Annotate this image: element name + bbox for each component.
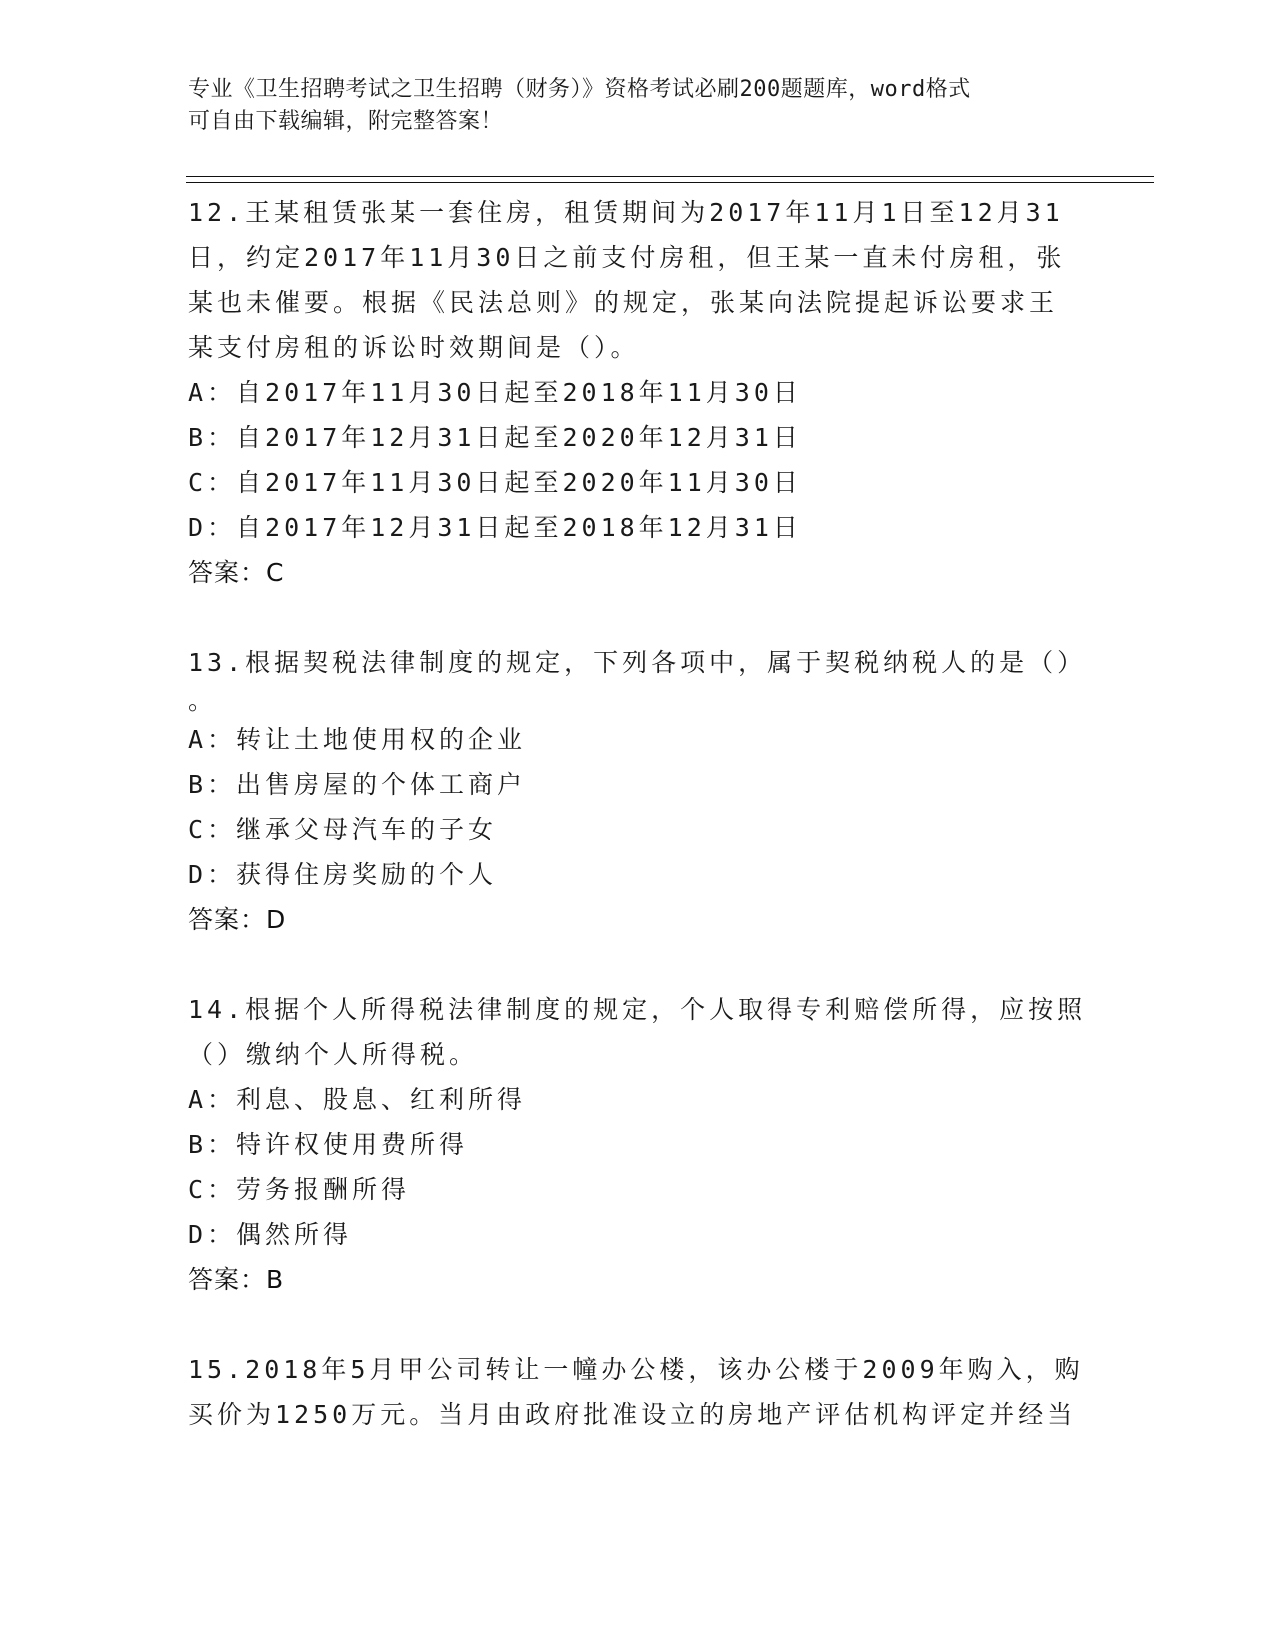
option-a: A：转让土地使用权的企业 <box>188 725 527 754</box>
document-header <box>188 74 1068 138</box>
answer-label: 答案：B <box>188 1265 285 1294</box>
option-b: B：特许权使用费所得 <box>188 1130 469 1159</box>
question-stem-line: 某支付房租的诉讼时效期间是（）。 <box>188 333 640 362</box>
question-list <box>188 190 1088 1437</box>
option-c: C：继承父母汽车的子女 <box>188 815 498 844</box>
option-d: D：偶然所得 <box>188 1220 353 1249</box>
option-a: A：自2017年11月30日起至2018年11月30日 <box>188 378 802 407</box>
question-stem-line: 。 <box>188 686 218 715</box>
header-divider-bottom <box>186 182 1154 183</box>
question-stem-line: 13.根据契税法律制度的规定，下列各项中，属于契税纳税人的是（） <box>188 648 1087 677</box>
question-stem-line: 某也未催要。根据《民法总则》的规定，张某向法院提起诉讼要求王 <box>188 288 1059 317</box>
question-stem-line: 15.2018年5月甲公司转让一幢办公楼，该办公楼于2009年购入，购 <box>188 1355 1084 1384</box>
option-a: A：利息、股息、红利所得 <box>188 1085 527 1114</box>
question-stem-line: 14.根据个人所得税法律制度的规定，个人取得专利赔偿所得，应按照 <box>188 995 1087 1024</box>
option-c: C：自2017年11月30日起至2020年11月30日 <box>188 468 802 497</box>
option-b: B：自2017年12月31日起至2020年12月31日 <box>188 423 802 452</box>
question-13 <box>188 640 1088 942</box>
question-15 <box>188 1347 1088 1437</box>
option-c: C：劳务报酬所得 <box>188 1175 411 1204</box>
question-14 <box>188 987 1088 1302</box>
header-divider-top <box>186 176 1154 177</box>
question-stem-line: （）缴纳个人所得税。 <box>188 1040 479 1069</box>
question-12 <box>188 190 1088 595</box>
answer-label: 答案：D <box>188 905 287 934</box>
answer-label: 答案：C <box>188 558 285 587</box>
header-title-line-2: 可自由下载编辑，附完整答案！ <box>188 109 504 134</box>
question-stem-line: 买价为1250万元。当月由政府批准设立的房地产评估机构评定并经当 <box>188 1400 1077 1429</box>
question-stem-line: 日，约定2017年11月30日之前支付房租，但王某一直未付房租，张 <box>188 243 1066 272</box>
option-d: D：自2017年12月31日起至2018年12月31日 <box>188 513 802 542</box>
option-d: D：获得住房奖励的个人 <box>188 860 498 889</box>
question-stem-line: 12.王某租赁张某一套住房，租赁期间为2017年11月1日至12月31 <box>188 198 1064 227</box>
option-b: B：出售房屋的个体工商户 <box>188 770 527 799</box>
header-title-line-1: 专业《卫生招聘考试之卫生招聘（财务）》资格考试必刷200题题库，word格式 <box>188 77 971 102</box>
